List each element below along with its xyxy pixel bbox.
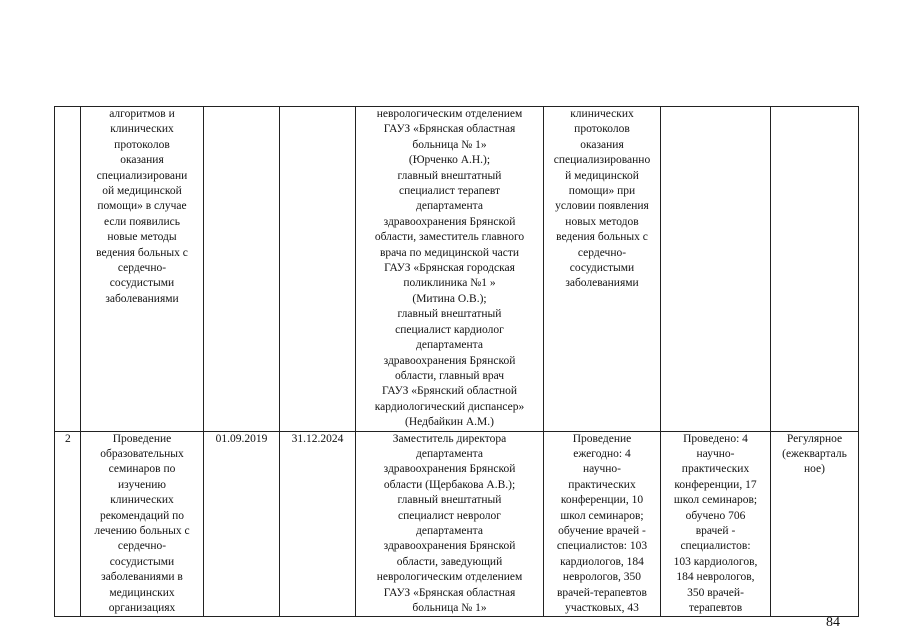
cell-line: Заместитель директора <box>392 432 507 445</box>
cell-line: школ семинаров; <box>560 509 644 522</box>
cell-line: здравоохранения Брянской <box>383 463 516 476</box>
cell-line: изучению <box>118 478 166 491</box>
cell-line: департамента <box>416 447 483 460</box>
cell-event <box>81 431 204 617</box>
cell-line: ежегодно: 4 <box>573 447 631 460</box>
cell-responsible <box>356 431 544 617</box>
cell-line: департамента <box>416 339 483 352</box>
cell-line: ведения больных с <box>96 246 188 259</box>
cell-line: лечению больных с <box>94 524 190 537</box>
table-row <box>55 107 859 432</box>
cell-line: поликлиника №1 » <box>403 277 496 290</box>
cell-line: оказания <box>120 154 164 167</box>
cell-line: врача по медицинской части <box>379 246 520 259</box>
cell-line: ГАУЗ «Брянский областной <box>381 385 518 398</box>
cell-line: здравоохранения Брянской <box>383 215 516 228</box>
cell-line: семинаров по <box>108 463 176 476</box>
cell-line: обучено 706 <box>685 509 746 522</box>
cell-line: заболеваниями <box>565 277 639 290</box>
cell-line: департамента <box>416 524 483 537</box>
cell-number: 2 <box>55 431 81 617</box>
cell-line: (ежекварталь <box>782 447 847 460</box>
cell-line: условии появления <box>555 200 649 213</box>
cell-end-date: 31.12.2024 <box>280 431 356 617</box>
cell-line: 103 кардиологов, <box>673 555 758 568</box>
cell-actual-result <box>661 107 771 432</box>
cell-line: сосудистыми <box>109 555 175 568</box>
cell-line: специализированно <box>553 154 651 167</box>
cell-line: конференции, 17 <box>674 478 757 491</box>
cell-line: больница № 1» <box>412 138 487 151</box>
cell-line: области, заведующий <box>396 555 503 568</box>
cell-line: клинических <box>110 494 174 507</box>
cell-line: главный внештатный <box>397 308 502 321</box>
cell-line: области, главный врач <box>394 369 505 382</box>
cell-line: образовательных <box>100 447 184 460</box>
cell-line: главный внештатный <box>397 169 502 182</box>
cell-line: неврологическим отделением <box>376 108 523 120</box>
cell-line: й медицинской <box>565 169 639 182</box>
cell-line: сердечно- <box>117 262 167 275</box>
cell-line: оказания <box>580 138 624 151</box>
cell-line: сосудистыми <box>569 262 635 275</box>
cell-line: новых методов <box>565 215 639 228</box>
cell-line: протоколов <box>574 123 630 136</box>
cell-line: области, заместитель главного <box>374 231 525 244</box>
cell-start-date: 01.09.2019 <box>204 431 280 617</box>
cell-line: сердечно- <box>117 540 167 553</box>
cell-line: Проведено: 4 <box>683 432 748 445</box>
cell-line: области (Щербакова А.В.); <box>383 478 516 491</box>
cell-line: клинических <box>110 123 174 136</box>
cell-periodicity <box>771 107 859 432</box>
cell-line: департамента <box>416 200 483 213</box>
page-number: 84 <box>826 615 840 630</box>
table-row <box>55 431 859 617</box>
cell-line: специалист невролог <box>397 509 502 522</box>
cell-line: ное) <box>804 463 825 476</box>
measures-table <box>54 106 859 617</box>
cell-line: ой медицинской <box>102 185 182 198</box>
cell-line: ГАУЗ «Брянская городская <box>384 262 515 275</box>
cell-line: специалистов: 103 <box>556 540 648 553</box>
cell-line: здравоохранения Брянской <box>383 354 516 367</box>
cell-line: специалист кардиолог <box>395 323 504 336</box>
cell-line: помощи» при <box>568 185 636 198</box>
cell-line: специалист терапевт <box>398 185 501 198</box>
cell-line: школ семинаров; <box>673 494 758 507</box>
cell-line: здравоохранения Брянской <box>383 540 516 553</box>
cell-line: (Митина О.В.); <box>412 292 487 305</box>
cell-line: больница № 1» <box>412 602 487 614</box>
cell-line: организациях <box>108 602 176 614</box>
cell-line: если появились <box>103 215 181 228</box>
cell-expected-result <box>544 431 661 617</box>
cell-line: заболеваниями в <box>101 571 183 584</box>
cell-line: кардиологический диспансер» <box>374 400 525 413</box>
cell-line: кардиологов, 184 <box>560 555 644 568</box>
cell-line: сердечно- <box>577 246 627 259</box>
cell-line: сосудистыми <box>109 277 175 290</box>
cell-line: научно- <box>696 447 735 460</box>
cell-line: (Юрченко А.Н.); <box>408 154 491 167</box>
cell-line: 184 неврологов, <box>676 571 755 584</box>
cell-line: терапевтов <box>688 602 743 614</box>
cell-end-date <box>280 107 356 432</box>
table-body <box>55 107 859 617</box>
cell-line: специалистов: <box>680 540 751 553</box>
cell-line: Регулярное <box>786 432 843 445</box>
cell-line: алгоритмов и <box>109 108 175 120</box>
cell-line: главный внештатный <box>397 494 502 507</box>
cell-line: (Недбайкин А.М.) <box>405 416 494 429</box>
cell-line: Проведение <box>112 432 172 445</box>
cell-line: специализировани <box>96 169 188 182</box>
cell-expected-result <box>544 107 661 432</box>
cell-line: ГАУЗ «Брянская областная <box>383 123 516 136</box>
cell-line: конференции, 10 <box>560 494 644 507</box>
cell-line: клинических <box>570 108 634 120</box>
cell-line: участковых, 43 <box>565 602 639 614</box>
cell-line: 350 врачей- <box>687 586 744 599</box>
cell-line: практических <box>681 463 750 476</box>
cell-responsible <box>356 107 544 432</box>
cell-line: практических <box>568 478 636 491</box>
cell-line: неврологов, 350 <box>562 571 642 584</box>
cell-line: обучение врачей - <box>558 524 646 537</box>
cell-line: ведения больных с <box>556 231 648 244</box>
cell-line: новые методы <box>107 231 177 244</box>
cell-line: неврологическим отделением <box>376 571 523 584</box>
cell-line: рекомендаций по <box>99 509 185 522</box>
cell-line: заболеваниями <box>105 292 179 305</box>
cell-line: Проведение <box>572 432 632 445</box>
cell-line: научно- <box>583 463 621 476</box>
cell-line: врачей - <box>695 524 736 537</box>
cell-number <box>55 107 81 432</box>
cell-event <box>81 107 204 432</box>
cell-line: ГАУЗ «Брянская областная <box>383 586 516 599</box>
cell-actual-result <box>661 431 771 617</box>
cell-line: медицинских <box>109 586 175 599</box>
cell-line: помощи» в случае <box>97 200 187 213</box>
cell-line: протоколов <box>114 138 170 151</box>
cell-line: врачей-терапевтов <box>557 586 647 599</box>
cell-periodicity <box>771 431 859 617</box>
cell-start-date <box>204 107 280 432</box>
